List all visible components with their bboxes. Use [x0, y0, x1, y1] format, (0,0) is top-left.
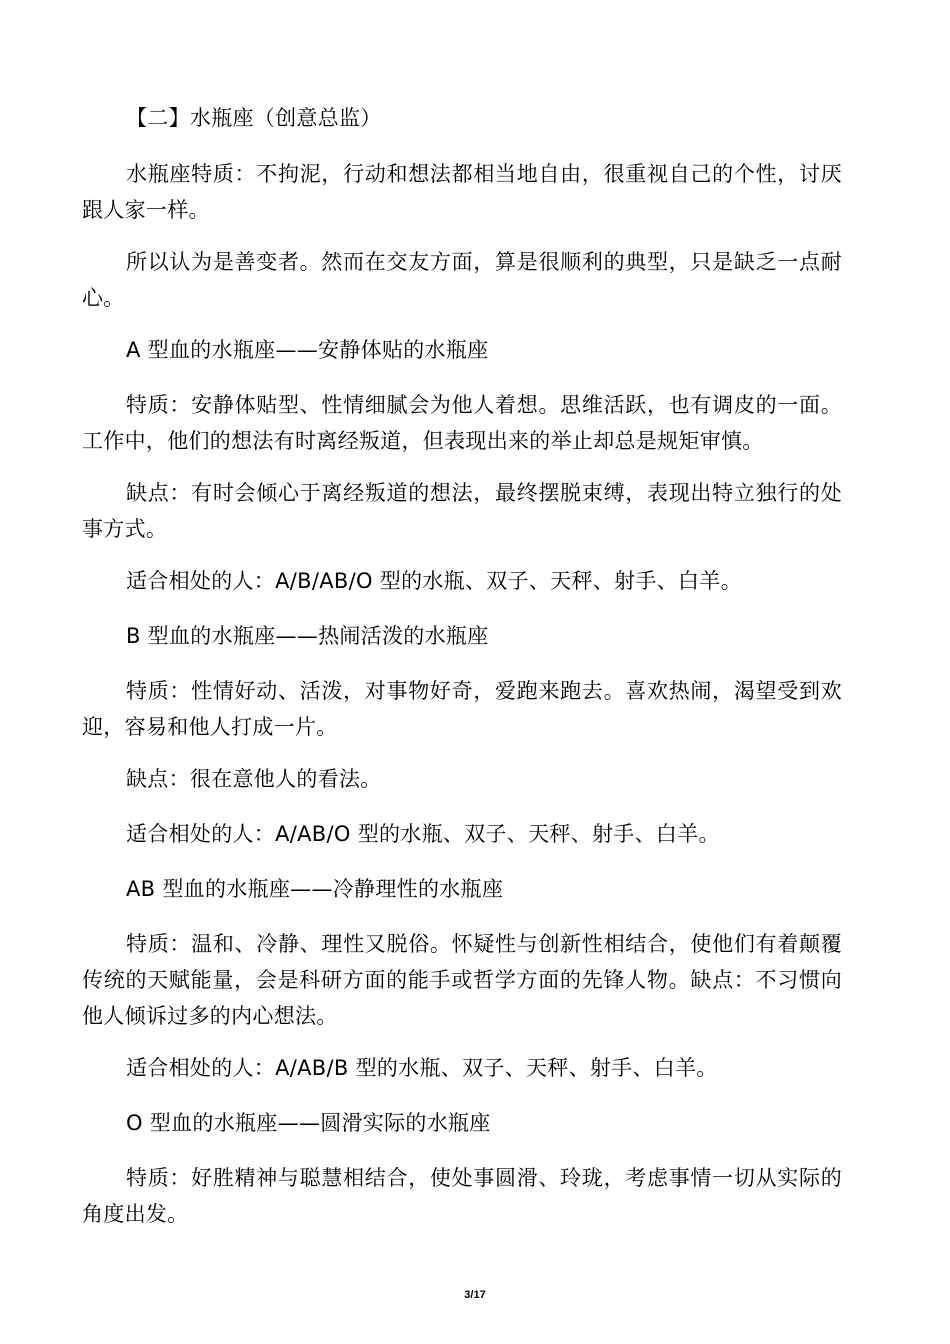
page-body — [82, 100, 842, 1248]
section-title: 【二】水瓶座（创意总监） — [126, 106, 382, 130]
subheading-type-o: O 型血的水瓶座——圆滑实际的水瓶座 — [126, 1111, 491, 1135]
paragraph-type-ab-traits: 特质：温和、冷静、理性又脱俗。怀疑性与创新性相结合，使他们有着颠覆传统的天赋能量，会是科研方面的能手或哲学方面的先锋人物。缺点：不习惯向他人倾诉过多的内心想法。 — [82, 932, 842, 1028]
paragraph-type-a-weakness: 缺点：有时会倾心于离经叛道的想法，最终摆脱束缚，表现出特立独行的处事方式。 — [82, 481, 842, 541]
paragraph-type-b-weakness: 缺点：很在意他人的看法。 — [126, 767, 382, 791]
page-number: 3/17 — [464, 1289, 486, 1301]
paragraph-aquarius-friendship: 所以认为是善变者。然而在交友方面，算是很顺利的典型，只是缺乏一点耐心。 — [82, 250, 842, 310]
subheading-type-ab: AB 型血的水瓶座——冷静理性的水瓶座 — [126, 877, 504, 901]
paragraph-type-ab-compatible: 适合相处的人：A/AB/B 型的水瓶、双子、天秤、射手、白羊。 — [126, 1056, 718, 1080]
subheading-type-b: B 型血的水瓶座——热闹活泼的水瓶座 — [126, 624, 489, 648]
paragraph-type-b-compatible: 适合相处的人：A/AB/O 型的水瓶、双子、天秤、射手、白羊。 — [126, 822, 720, 846]
paragraph-type-o-traits: 特质：好胜精神与聪慧相结合，使处事圆滑、玲珑，考虑事情一切从实际的角度出发。 — [82, 1166, 842, 1226]
paragraph-type-a-compatible: 适合相处的人：A/B/AB/O 型的水瓶、双子、天秤、射手、白羊。 — [126, 569, 742, 593]
subheading-type-a: A 型血的水瓶座——安静体贴的水瓶座 — [126, 338, 489, 362]
paragraph-aquarius-traits: 水瓶座特质：不拘泥，行动和想法都相当地自由，很重视自己的个性，讨厌跟人家一样。 — [82, 162, 842, 222]
paragraph-type-a-traits: 特质：安静体贴型、性情细腻会为他人着想。思维活跃，也有调皮的一面。工作中，他们的想法有时离经叛道，但表现出来的举止却总是规矩审慎。 — [82, 393, 842, 453]
paragraph-type-b-traits: 特质：性情好动、活泼，对事物好奇，爱跑来跑去。喜欢热闹，渴望受到欢迎，容易和他人打成一片。 — [82, 679, 842, 739]
